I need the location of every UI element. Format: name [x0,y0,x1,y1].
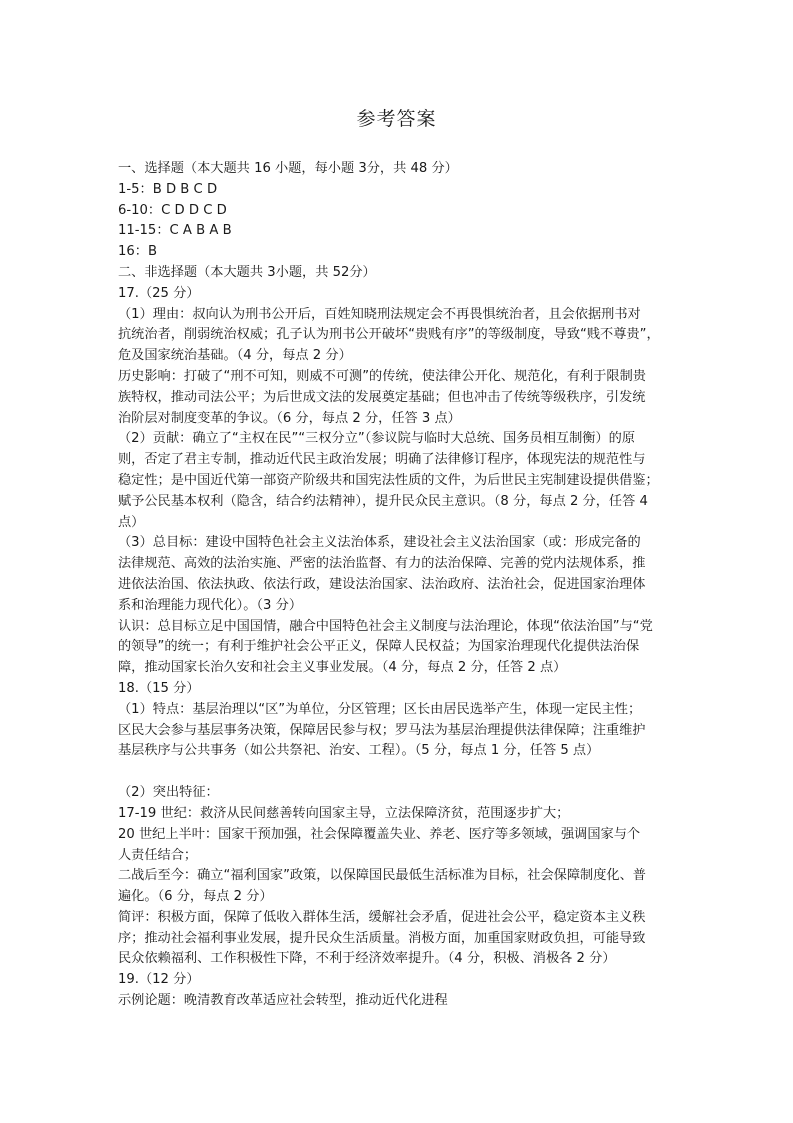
page-title: 参考答案 [356,108,437,130]
answer-line: 人责任结合； [118,847,198,863]
answer-line: 抗统治者，削弱统治权威；孔子认为刑书公开破坏“贵贱有序”的等级制度，导致“贱不尊贵”， [118,327,660,343]
answer-line: 序；推动社会福利事业发展，提升民众生活质量。消极方面，加重国家财政负担，可能导致 [118,930,646,946]
answer-line: 示例论题：晚清教育改革适应社会转型，推动近代化进程 [118,993,448,1009]
answer-line: 19.（12 分） [118,972,200,988]
answer-line: 族特权，推动司法公平；为后世成文法的发展奠定基础；但也冲击了传统等级秩序，引发统 [118,389,646,405]
answer-line: （2）贡献：确立了“主权在民”“三权分立”（参议院与临时大总统、国务员相互制衡）的原 [118,431,636,447]
answer-line: 二、非选择题（本大题共 3小题，共 52分） [118,264,376,280]
answer-line: 二战后至今：确立“福利国家”政策，以保障国民最低生活标准为目标，社会保障制度化、普 [118,868,646,884]
answer-line: 一、选择题（本大题共 16 小题，每小题 3分，共 48 分） [118,161,458,176]
answer-line: 18.（15 分） [118,680,200,696]
answer-line: 区民大会参与基层事务决策，保障居民参与权；罗马法为基层治理提供法律保障；注重维护 [118,722,646,738]
answer-line: 进依法治国、依法执政、依法行政，建设法治国家、法治政府、法治社会，促进国家治理体 [118,576,646,592]
answer-line: （3）总目标：建设中国特色社会主义法治体系，建设社会主义法治国家（或：形成完备的 [118,535,641,551]
answer-line: （1）理由：叔向认为刑书公开后，百姓知晓刑法规定会不再畏惧统治者，且会依据刑书对 [118,306,641,322]
answer-line: 17-19 世纪：救济从民间慈善转向国家主导，立法保障济贫，范围逐步扩大； [118,805,570,821]
answer-line: 则，否定了君主专制，推动近代民主政治发展；明确了法律修订程序，体现宪法的规范性与 [118,452,646,468]
answer-line: 基层秩序与公共事务（如公共祭祀、治安、工程）。（5 分，每点 1 分，任答 5 点） [118,743,600,759]
answer-line: （2）突出特征： [118,785,219,801]
answer-line: 危及国家统治基础。（4 分，每点 2 分） [118,348,352,364]
answer-body [118,159,678,1012]
answer-line: 16：B [118,244,158,260]
answer-line: 6-10：C D D C D [118,202,227,218]
answer-line: 民众依赖福利、工作积极性下降，不利于经济效率提升。（4 分，积极、消极各 2 分） [118,951,616,967]
blank-line [118,762,678,783]
answer-line: 遍化。（6 分，每点 2 分） [118,889,273,905]
answer-line: 点） [118,514,145,530]
answer-line: 系和治理能力现代化）。（3 分） [118,597,303,613]
answer-line: 11-15：C A B A B [118,223,232,239]
answer-line: 17.（25 分） [118,285,200,301]
answer-line: 历史影响：打破了“刑不可知，则威不可测”的传统，使法律公开化、规范化，有利于限制贵 [118,368,646,384]
answer-line: 20 世纪上半叶：国家干预加强，社会保障覆盖失业、养老、医疗等多领域，强调国家与个 [118,826,641,842]
answer-line: 的领导”的统一；有利于维护社会公平正义，保障人民权益；为国家治理现代化提供法治保 [118,639,640,655]
answer-line: 认识：总目标立足中国国情，融合中国特色社会主义制度与法治理论，体现“依法治国”与“党 [118,618,653,634]
answer-line: 稳定性；是中国近代第一部资产阶级共和国宪法性质的文件，为后世民主宪制建设提供借鉴； [118,472,659,488]
answer-line: 治阶层对制度变革的争议。（6 分，每点 2 分，任答 3 点） [118,410,461,426]
answer-line: 简评：积极方面，保障了低收入群体生活，缓解社会矛盾，促进社会公平，稳定资本主义秩 [118,909,646,925]
answer-line: 赋予公民基本权利（隐含，结合约法精神），提升民众民主意识。（8 分，每点 2 分，任答 4 [118,493,648,509]
answer-line: 1-5：B D B C D [118,181,218,197]
answer-line: 法律规范、高效的法治实施、严密的法治监督、有力的法治保障、完善的党内法规体系，推 [118,556,646,572]
answer-line: （1）特点：基层治理以“区”为单位，分区管理；区长由居民选举产生，体现一定民主性； [118,701,642,717]
answer-line: 障，推动国家长治久安和社会主义事业发展。（4 分，每点 2 分，任答 2 点） [118,660,567,676]
